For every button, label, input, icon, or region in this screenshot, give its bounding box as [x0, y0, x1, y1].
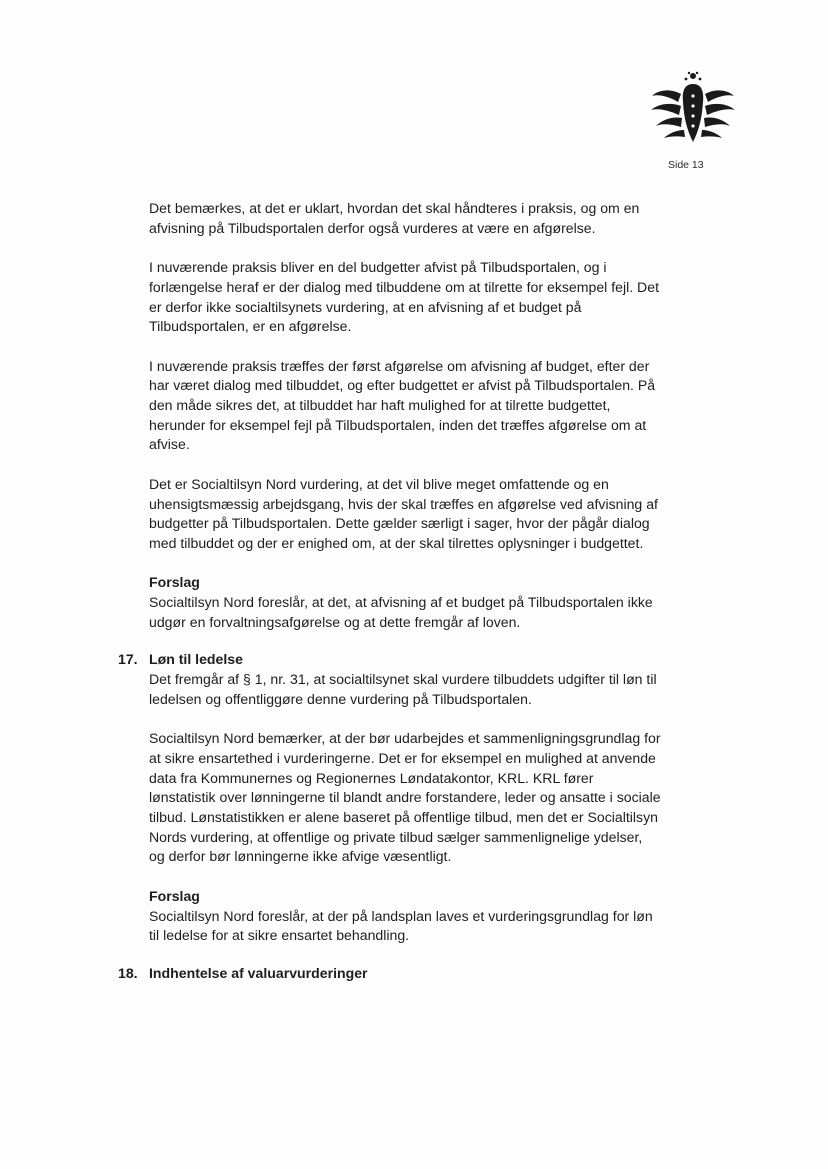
paragraph: Det er Socialtilsyn Nord vurdering, at det vil blive meget omfattende og en uhensigtsmæssig arbejdsgang, hvis der skal træffes en afgørelse ved afvisning af budgetter på Tilbudsportalen. Dette gælder særligt i sager, hvor der pågår dialog med tilbuddet og der er enighed om, at der skal tilrettes oplysninger i budgettet. — [149, 475, 658, 551]
paragraph: I nuværende praksis bliver en del budgetter afvist på Tilbudsportalen, og i forlængelse heraf er der dialog med tilbuddene om at tilrette for eksempel fejl. Det er derfor ikke socialtilsynets vurdering, at en afvisning af et budget på Tilbudsportalen, er en afgørelse. — [149, 259, 659, 335]
paragraph: Socialtilsyn Nord foreslår, at der på landsplan laves et vurderingsgrundlag for løn til ledelse for at sikre ensartet behandling. — [149, 907, 653, 944]
forslag-heading: Forslag — [149, 574, 200, 591]
paragraph: I nuværende praksis træffes der først afgørelse om afvisning af budget, efter der har været dialog med tilbuddet, og efter budgettet er afvist på Tilbudsportalen. På den måde sikres det, at tilbuddet har haft mulighed for at tilrette budgettet, herunder for eksempel fejl på Tilbudsportalen, inden det træffes afgørelse om at afvise. — [149, 357, 656, 453]
document-body — [118, 199, 661, 984]
paragraph: Det fremgår af § 1, nr. 31, at socialtilsynet skal vurdere tilbuddets udgifter til løn til ledelsen og offentliggøre denne vurdering på Tilbudsportalen. — [149, 671, 657, 707]
section-title: Indhentelse af valuarvurderinger — [149, 964, 368, 981]
section-title: Løn til ledelse — [149, 651, 243, 668]
socialtilsyn-logo-icon — [648, 70, 738, 146]
paragraph: Socialtilsyn Nord foreslår, at det, at afvisning af et budget på Tilbudsportalen ikke udgør en forvaltningsafgørelse og at dette fremgår af loven. — [149, 594, 653, 630]
page-number: Side 13 — [668, 159, 704, 171]
paragraph: Socialtilsyn Nord bemærker, at der bør udarbejdes et sammenligningsgrundlag for at sikre ensartethed i vurderingerne. Det er for eksempel en mulighed at anvende data fra Kommunernes og Regionernes Løndatakontor, KRL. KRL fører lønstatistik over lønningerne til blandt andre forstandere, leder og ansatte i sociale tilbud. Lønstatistikken er alene baseret på offentlige tilbud, men det er Socialtilsyn Nords vurdering, at offentlige og private tilbud sælger sammenlignelige ydelser, og derfor bør lønningerne ikke afvige væsentligt. — [149, 730, 661, 865]
section-heading-18 — [118, 964, 630, 984]
section-number: 17. — [118, 651, 138, 668]
paragraph: Det bemærkes, at det er uklart, hvordan det skal håndteres i praksis, og om en afvisning på Tilbudsportalen derfor også vurderes at være en afgørelse. — [149, 200, 640, 236]
section-heading-17 — [118, 650, 630, 670]
forslag-heading: Forslag — [149, 887, 200, 904]
section-number: 18. — [118, 964, 138, 981]
